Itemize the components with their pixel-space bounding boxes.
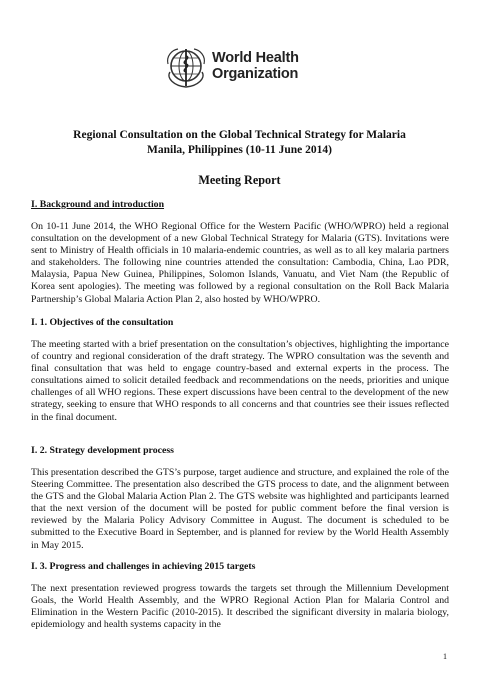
heading-objectives: I. 1. Objectives of the consultation xyxy=(31,317,174,328)
page-number: 1 xyxy=(443,652,447,661)
paragraph-background: On 10-11 June 2014, the WHO Regional Office for the Western Pacific (WHO/WPRO) held a regional consultation on the development of a new Global Technical Strategy for Malaria (GTS). Invitations were sent to Ministry of Health officials in 10 malaria-endemic countries, as well as to all key malaria partners and stakeholders. The following nine countries attended the consultation: Cambodia, China, Lao PDR, Malaysia, Papua New Guinea, Philippines, Solomon Islands, Vanuatu, and Viet Nam (the Republic of Korea sent apologies). The meeting was followed by a regional consultation on the Roll Back Malaria Partnership’s Global Malaria Action Plan 2, also hosted by WHO/WPRO. xyxy=(31,221,449,305)
heading-progress: I. 3. Progress and challenges in achieving 2015 targets xyxy=(31,561,256,572)
paragraph-objectives: The meeting started with a brief presentation on the consultation’s objectives, highlighting the importance of country and regional consideration of the draft strategy. The WPRO consultation was the seventh and final consultation that was held to engage country-based and external experts in the process. The consultations aimed to solicit detailed feedback and recommendations on the needs, priorities and unique challenges of all WHO regions. These expert discussions have been central to the development of the new strategy, seeking to ensure that WHO responds to all concerns and that countries see their issues reflected in the final document. xyxy=(31,339,449,423)
document-title-line-1: Regional Consultation on the Global Technical Strategy for Malaria xyxy=(73,129,406,141)
who-logo xyxy=(164,44,324,94)
who-logo-text xyxy=(212,50,299,82)
logo-line-2: Organization xyxy=(212,66,299,82)
logo-line-1: World Health xyxy=(212,50,299,66)
paragraph-progress: The next presentation reviewed progress towards the targets set through the Millennium Development Goals, the World Health Assembly, and the WPRO Regional Action Plan for Malaria Control and Elimination in the Western Pacific (2010-2015). It described the significant diversity in malaria biology, epidemiology and health systems capacity in the xyxy=(31,583,449,631)
report-title: Meeting Report xyxy=(198,173,281,187)
heading-background: I. Background and introduction xyxy=(31,199,165,210)
heading-strategy: I. 2. Strategy development process xyxy=(31,445,174,456)
document-title-line-2: Manila, Philippines (10-11 June 2014) xyxy=(147,144,332,156)
paragraph-strategy: This presentation described the GTS’s purpose, target audience and structure, and explained the role of the Steering Committee. The presentation also described the GTS process to date, and the alignment between the GTS and the Global Malaria Action Plan 2. The GTS website was highlighted and participants learned that the next version of the document will be posted for public comment before the final version is reviewed by the Malaria Policy Advisory Committee in August. The document is scheduled to be submitted to the Executive Board in September, and is planned for review by the World Health Assembly in May 2015. xyxy=(31,467,449,551)
who-emblem-icon xyxy=(164,46,208,90)
